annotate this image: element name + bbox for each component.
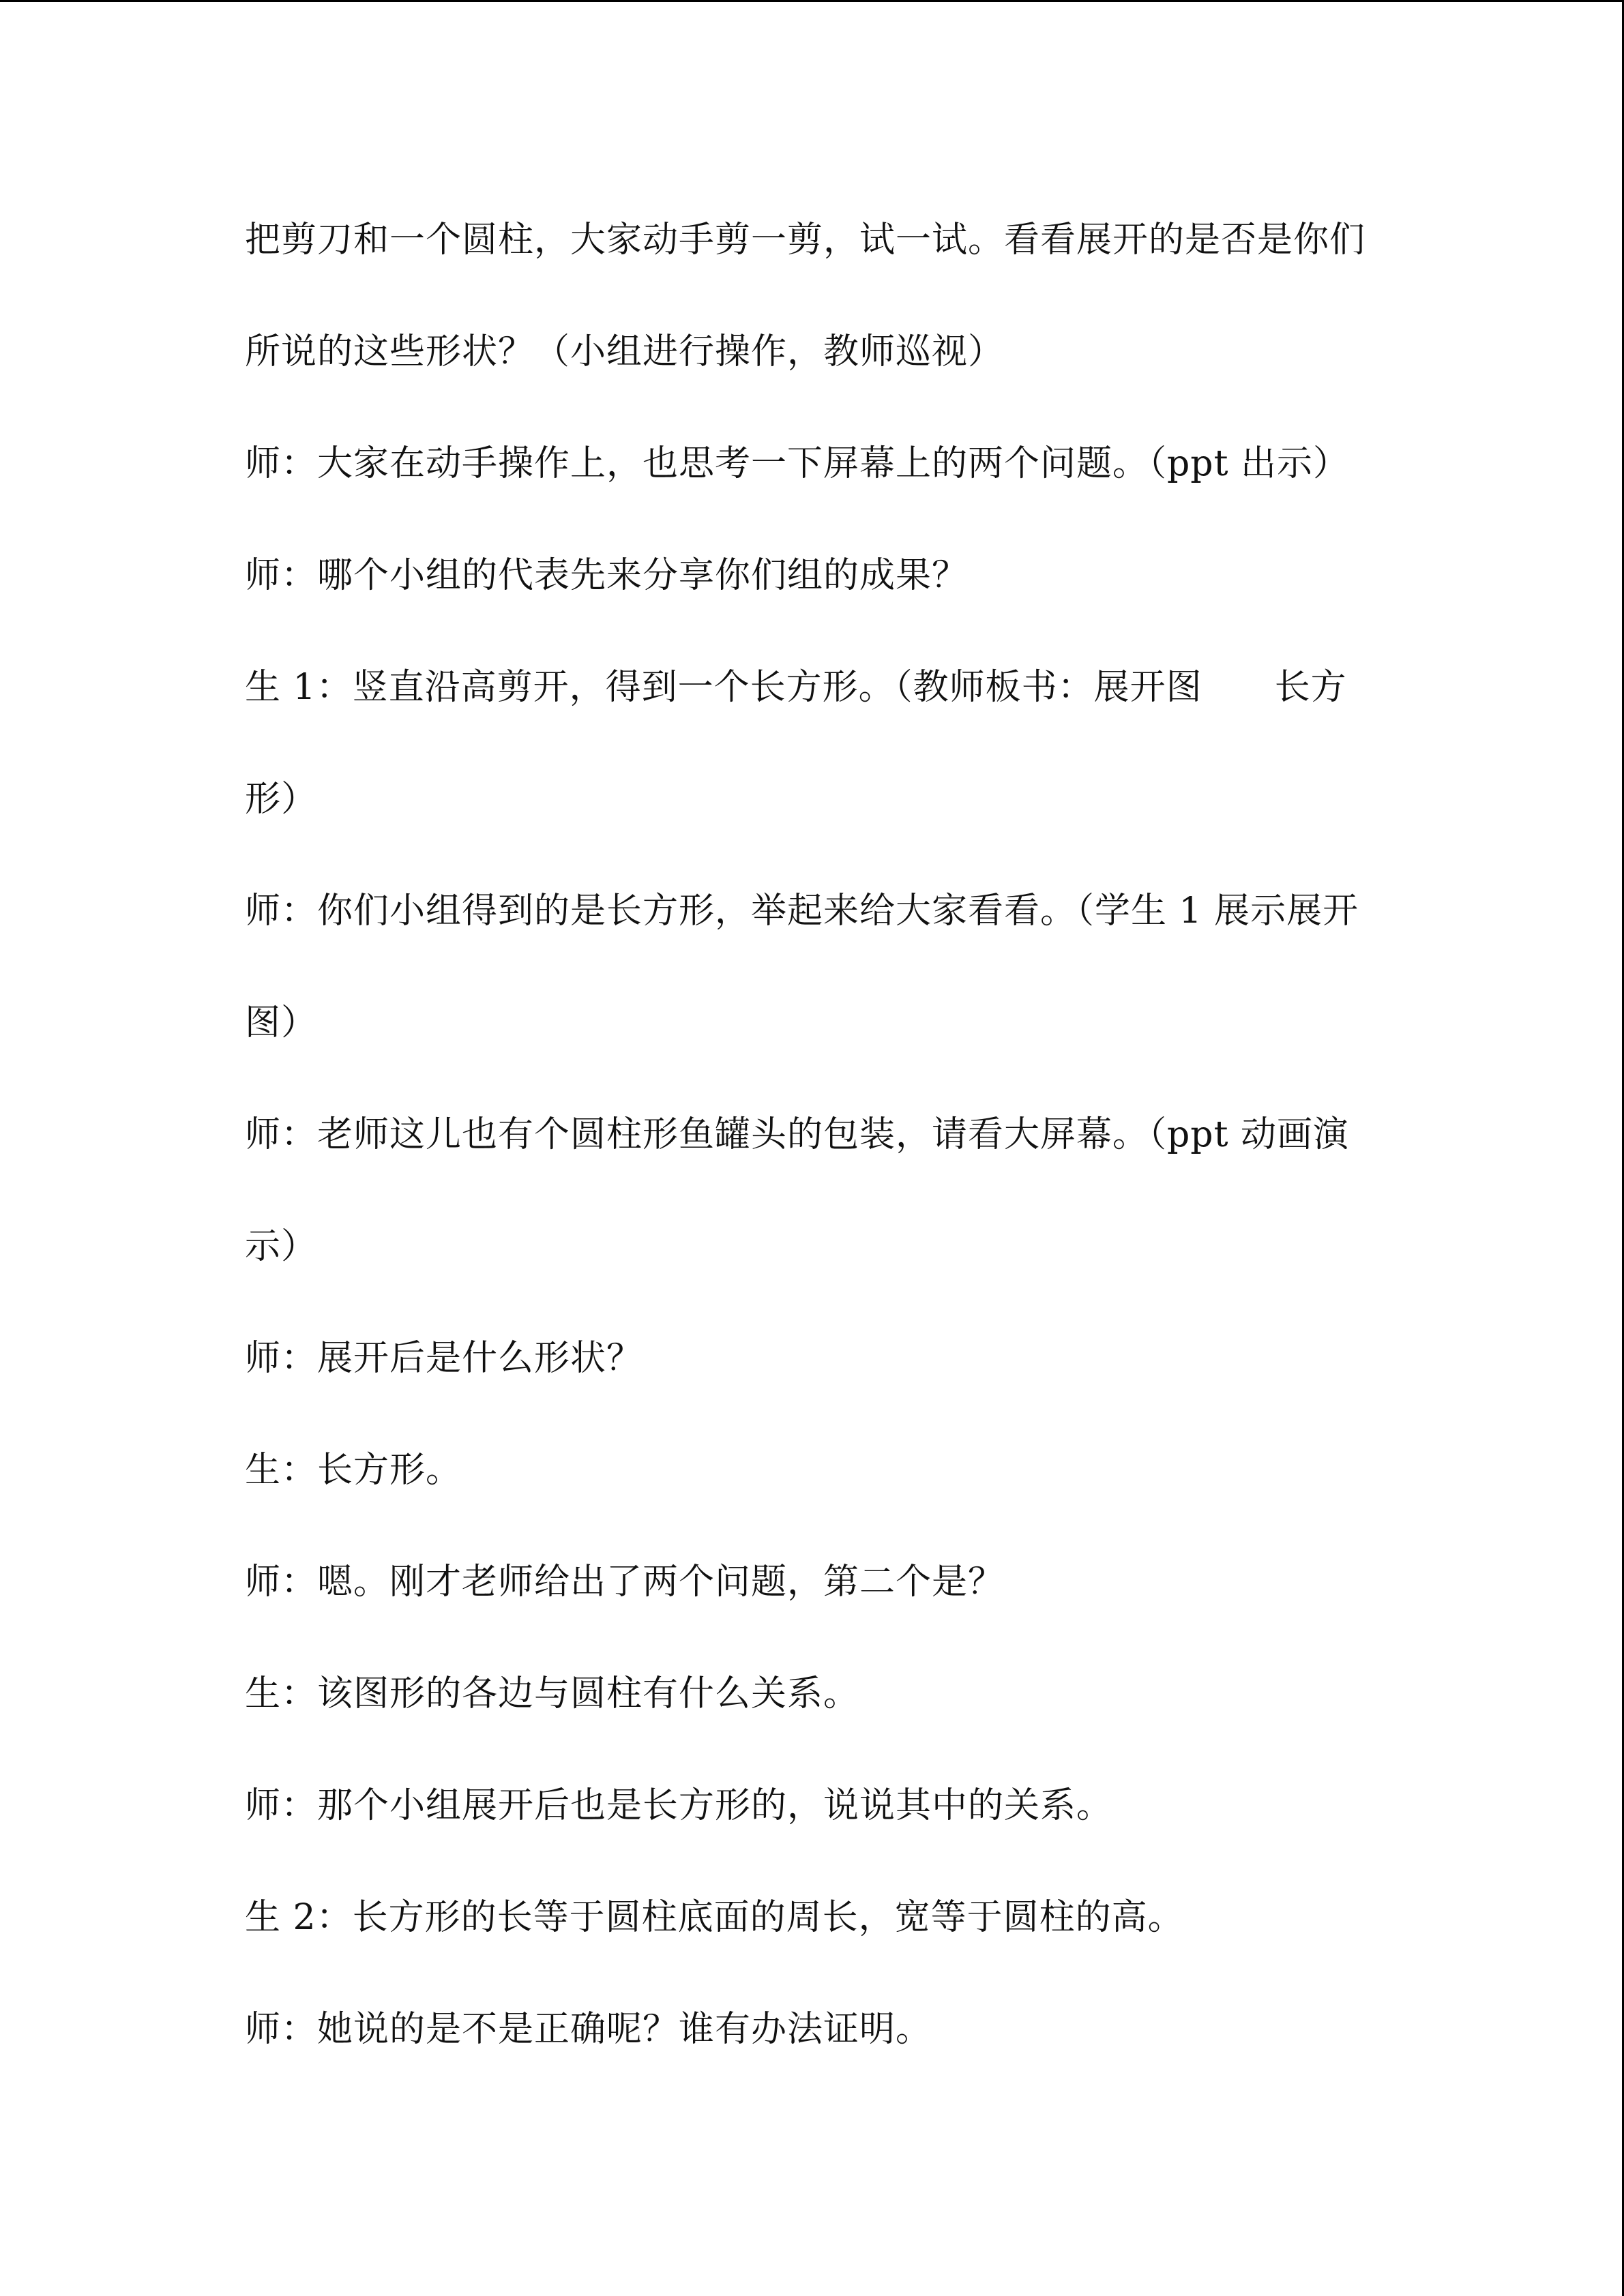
paragraph: 把剪刀和一个圆柱，大家动手剪一剪，试一试。看看展开的是否是你们所说的这些形状？（小组进行操作，教师巡视）: [245, 220, 1366, 372]
paragraph: 师：老师这儿也有个圆柱形鱼罐头的包装，请看大屏幕。（ppt 动画演示）: [245, 1114, 1350, 1267]
page-top-border: [0, 0, 1624, 2]
paragraph: 师：你们小组得到的是长方形，举起来给大家看看。（学生 1 展示展开图）: [245, 891, 1359, 1043]
paragraph: 师：那个小组展开后也是长方形的，说说其中的关系。: [245, 1785, 1113, 1826]
paragraph: 师：展开后是什么形状？: [245, 1338, 643, 1379]
document-body: [245, 184, 1377, 2085]
paragraph: 生 1：竖直沿高剪开，得到一个长方形。（教师板书：展开图 长方形）: [245, 667, 1347, 820]
paragraph: 生：该图形的各边与圆柱有什么关系。: [245, 1673, 860, 1714]
paragraph: 师：大家在动手操作上，也思考一下屏幕上的两个问题。（ppt 出示）: [245, 443, 1350, 484]
paragraph: 师：嗯。刚才老师给出了两个问题，第二个是？: [245, 1562, 1005, 1602]
paragraph: 师：哪个小组的代表先来分享你们组的成果？: [245, 555, 969, 596]
paragraph: 生 2：长方形的长等于圆柱底面的周长，宽等于圆柱的高。: [245, 1897, 1184, 1938]
paragraph: 师：她说的是不是正确呢？谁有办法证明。: [245, 2009, 932, 2050]
paragraph: 生：长方形。: [245, 1450, 462, 1491]
